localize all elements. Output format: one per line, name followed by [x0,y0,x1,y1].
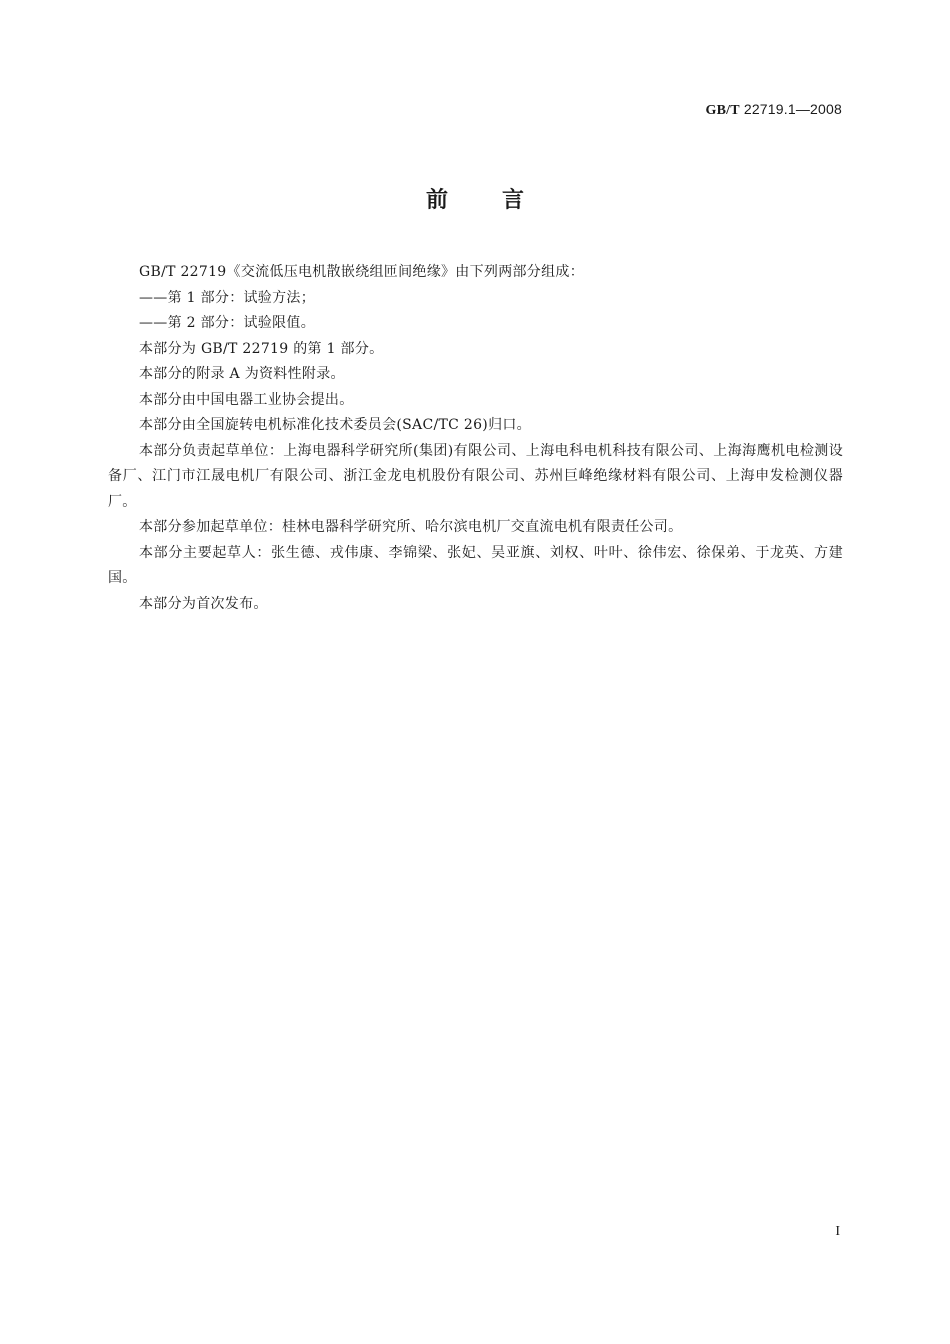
standard-number [705,101,842,119]
standard-number-value: 22719.1—2008 [739,101,842,117]
paragraph-first-release: 本部分为首次发布。 [139,595,268,612]
paragraph-part-1: ——第 1 部分：试验方法； [139,289,316,306]
paragraph-participating-units: 本部分参加起草单位：桂林电器科学研究所、哈尔滨电机厂交直流电机有限责任公司。 [139,519,683,535]
paragraph-annex: 本部分的附录 A 为资料性附录。 [139,366,345,382]
paragraph-drafting-units: 本部分负责起草单位：上海电器科学研究所(集团)有限公司、上海电科电机科技有限公司、上海海鹰机电检测设备厂、江门市江晟电机厂有限公司、浙江金龙电机股份有限公司、苏州巨峰绝缘材料有限公司、上海申发检测仪器厂。 [108,442,843,510]
standard-code: GB/T [705,103,740,118]
paragraph-scope: 本部分为 GB/T 22719 的第 1 部分。 [139,340,384,357]
foreword-body [108,260,843,617]
paragraph-drafters: 本部分主要起草人：张生德、戎伟康、李锦梁、张妃、吴亚旗、刘权、叶叶、徐伟宏、徐保弟、于龙英、方建国。 [108,544,843,586]
page-title: 前言 [425,188,578,213]
paragraph-committee: 本部分由全国旋转电机标准化技术委员会(SAC/TC 26)归口。 [139,417,531,433]
paragraph-proposer: 本部分由中国电器工业协会提出。 [139,391,354,408]
page-number: I [835,1224,840,1239]
paragraph-part-2: ——第 2 部分：试验限值。 [139,315,316,331]
paragraph-intro: GB/T 22719《交流低压电机散嵌绕组匝间绝缘》由下列两部分组成： [139,264,585,280]
